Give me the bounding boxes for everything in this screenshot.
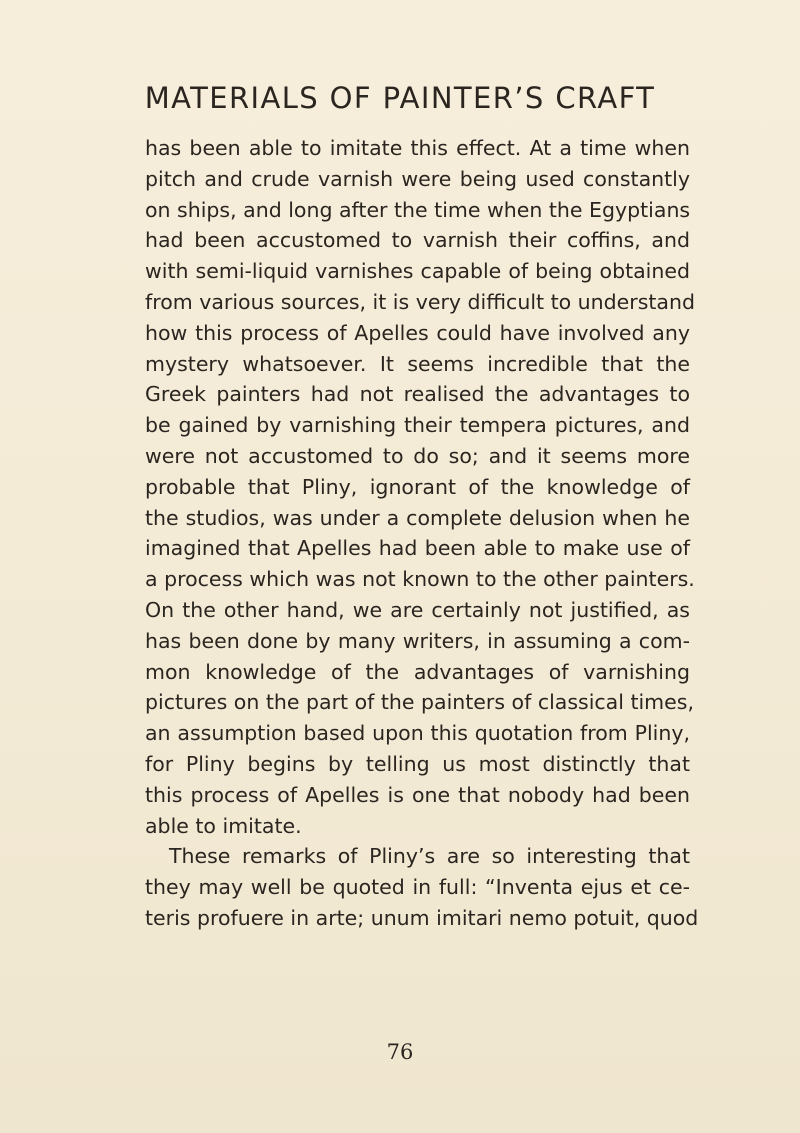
- text-line: had been accustomed to varnish their coffins, and: [145, 228, 690, 253]
- text-line: imagined that Apelles had been able to make use of: [145, 536, 690, 561]
- text-line: pictures on the part of the painters of classical times,: [145, 690, 694, 715]
- text-line: On the other hand, we are certainly not justified, as: [145, 597, 690, 622]
- text-line: mystery whatsoever. It seems incredible that the: [145, 351, 690, 376]
- running-head: MATERIALS OF PAINTER’S CRAFT: [144, 81, 656, 115]
- paragraph-end-line: able to imitate.: [145, 813, 302, 838]
- text-line: Greek painters had not realised the advantages to: [145, 382, 690, 407]
- text-line: the studios, was under a complete delusion when he: [145, 505, 690, 530]
- paragraph-start-line: These remarks of Pliny’s are so interesting that: [169, 844, 690, 869]
- text-line: mon knowledge of the advantages of varnishing: [145, 659, 690, 684]
- text-line: has been able to imitate this effect. At a time when: [145, 136, 690, 160]
- text-line: they may well be quoted in full: “Inventa ejus et ce-: [145, 875, 690, 900]
- text-line: from various sources, it is very difficult to understand: [145, 289, 695, 314]
- text-line: on ships, and long after the time when the Egyptians: [145, 197, 691, 222]
- text-line: probable that Pliny, ignorant of the knowledge of: [145, 474, 690, 499]
- page-number: 76: [386, 1040, 414, 1064]
- text-line: an assumption based upon this quotation from Pliny,: [145, 721, 690, 746]
- text-line: teris profuere in arte; unum imitari nemo potuit, quod: [145, 905, 699, 930]
- text-line: with semi-liquid varnishes capable of being obtained: [145, 259, 690, 284]
- text-line: for Pliny begins by telling us most distinctly that: [145, 751, 690, 776]
- text-line: this process of Apelles is one that nobody had been: [145, 782, 690, 807]
- body-text: [145, 133, 699, 934]
- text-line: pitch and crude varnish were being used constantly: [145, 166, 690, 191]
- text-line: has been done by many writers, in assuming a com-: [145, 628, 690, 653]
- text-line: be gained by varnishing their tempera pictures, and: [145, 413, 690, 438]
- text-line: a process which was not known to the other painters.: [145, 567, 695, 592]
- text-line: how this process of Apelles could have involved any: [145, 320, 690, 345]
- text-line: were not accustomed to do so; and it seems more: [145, 443, 690, 468]
